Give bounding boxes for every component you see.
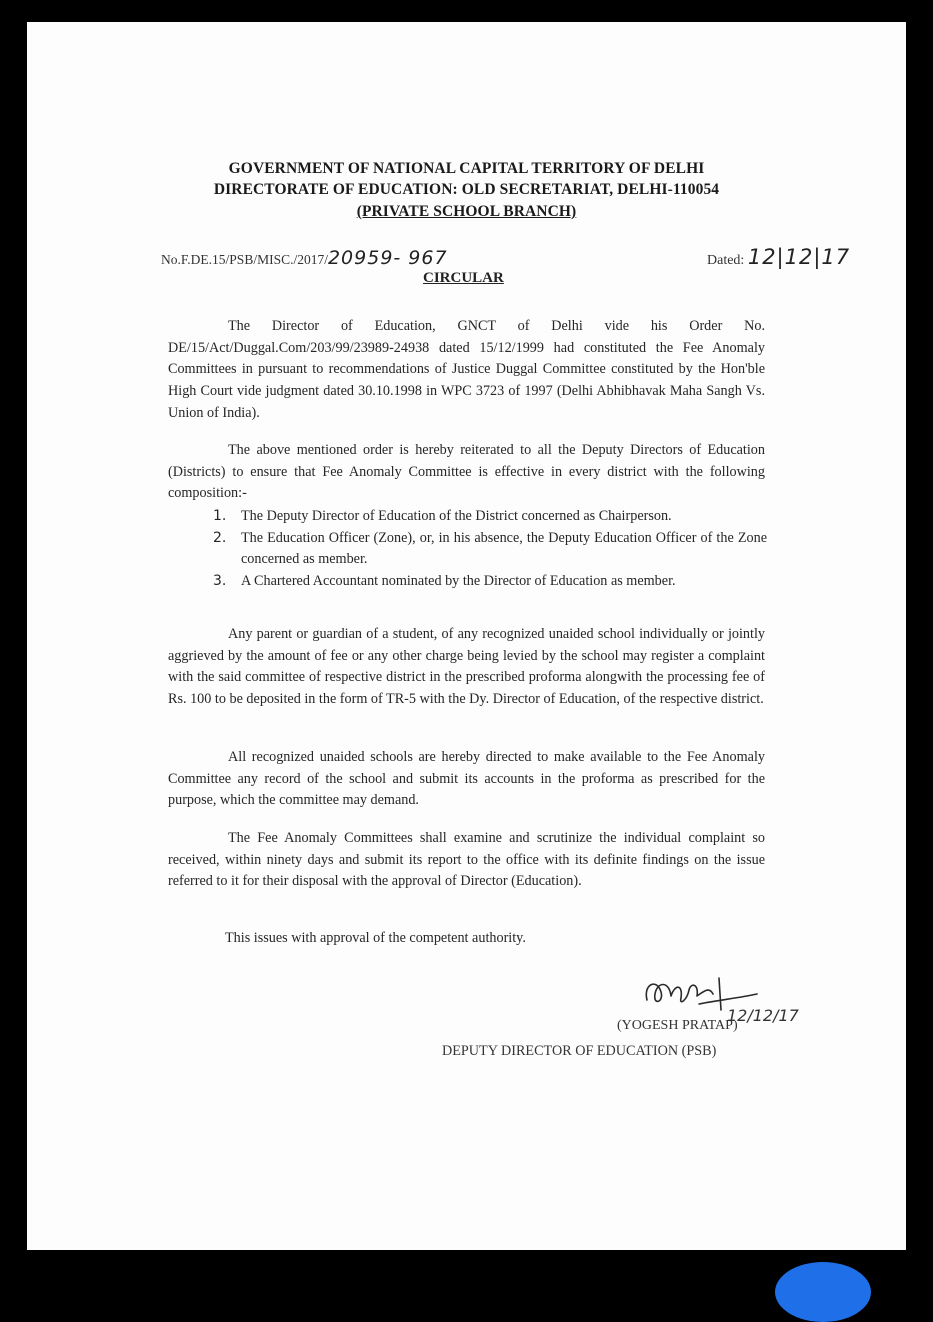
header-directorate: DIRECTORATE OF EDUCATION: OLD SECRETARIAT, DELHI-110054 [213, 181, 720, 198]
committee-composition-list [213, 506, 767, 592]
paragraph-reiteration: The above mentioned order is hereby reiterated to all the Deputy Directors of Education (Districts) to ensure that Fee Anomaly Committee is effective in every district with the following composition:- [168, 442, 765, 502]
dated-field [707, 245, 850, 269]
header-government: GOVERNMENT OF NATIONAL CAPITAL TERRITORY OF DELHI [228, 160, 705, 177]
list-item-text: The Education Officer (Zone), or, in his absence, the Deputy Education Officer of the Zone concerned as member. [241, 529, 767, 568]
document-title: CIRCULAR [423, 270, 504, 286]
list-item-text: The Deputy Director of Education of the District concerned as Chairperson. [241, 508, 672, 524]
paragraph-school-records: All recognized unaided schools are hereby directed to make available to the Fee Anomaly Committee any record of the school and submit its accounts in the proforma as prescribed for the purpose, which the committee may demand. [168, 749, 765, 809]
header-branch: (PRIVATE SCHOOL BRANCH) [356, 203, 577, 220]
list-item-number: 2. [213, 529, 227, 546]
paragraph-committee-duties: The Fee Anomaly Committees shall examine and scrutinize the individual complaint so received, within ninety days and submit its report to the office with its definite findings on the issue referred to it for their disposal with the approval of Director (Education). [168, 830, 765, 890]
list-item-number: 3. [213, 572, 227, 589]
reference-number-prefix: No.F.DE.15/PSB/MISC./2017/ [161, 252, 328, 267]
floating-action-button[interactable] [775, 1262, 871, 1322]
list-item [213, 571, 767, 593]
dated-handwritten: 12|12|17 [747, 245, 851, 269]
list-item [213, 528, 767, 571]
list-item-text: A Chartered Accountant nominated by the Director of Education as member. [241, 572, 676, 589]
signatory-designation: DEPUTY DIRECTOR OF EDUCATION (PSB) [442, 1043, 717, 1059]
list-item-number: 1. [213, 508, 227, 524]
reference-number-handwritten: 20959- 967 [327, 247, 448, 269]
signature-handwritten-date: 12/12/17 [727, 1006, 799, 1025]
paragraph-order-reference: The Director of Education, GNCT of Delhi vide his Order No. DE/15/Act/Duggal.Com/203/99/23989-24938 dated 15/12/1999 had constituted the Fee Anomaly Committees in pursuant to recommendations of Justice Duggal Committee constituted by the Hon'ble High Court vide judgment dated 30.10.1998 in WPC 3723 of 1997 (Delhi Abhibhavak Maha Sangh Vs. Union of India). [168, 318, 765, 421]
reference-number [161, 247, 448, 269]
dated-label: Dated: [707, 253, 745, 268]
paragraph-approval: This issues with approval of the competent authority. [225, 930, 526, 947]
document-page [27, 22, 906, 1250]
list-item [213, 506, 767, 528]
signatory-name: (YOGESH PRATAP) [617, 1018, 738, 1033]
paragraph-complaint-procedure: Any parent or guardian of a student, of any recognized unaided school individually or jointly aggrieved by the amount of fee or any other charge being levied by the school may register a complaint with the said committee of respective district in the prescribed proforma alongwith the processing fee of Rs. 100 to be deposited in the form of TR-5 with the Dy. Director of Education, of the respective district. [168, 626, 765, 707]
